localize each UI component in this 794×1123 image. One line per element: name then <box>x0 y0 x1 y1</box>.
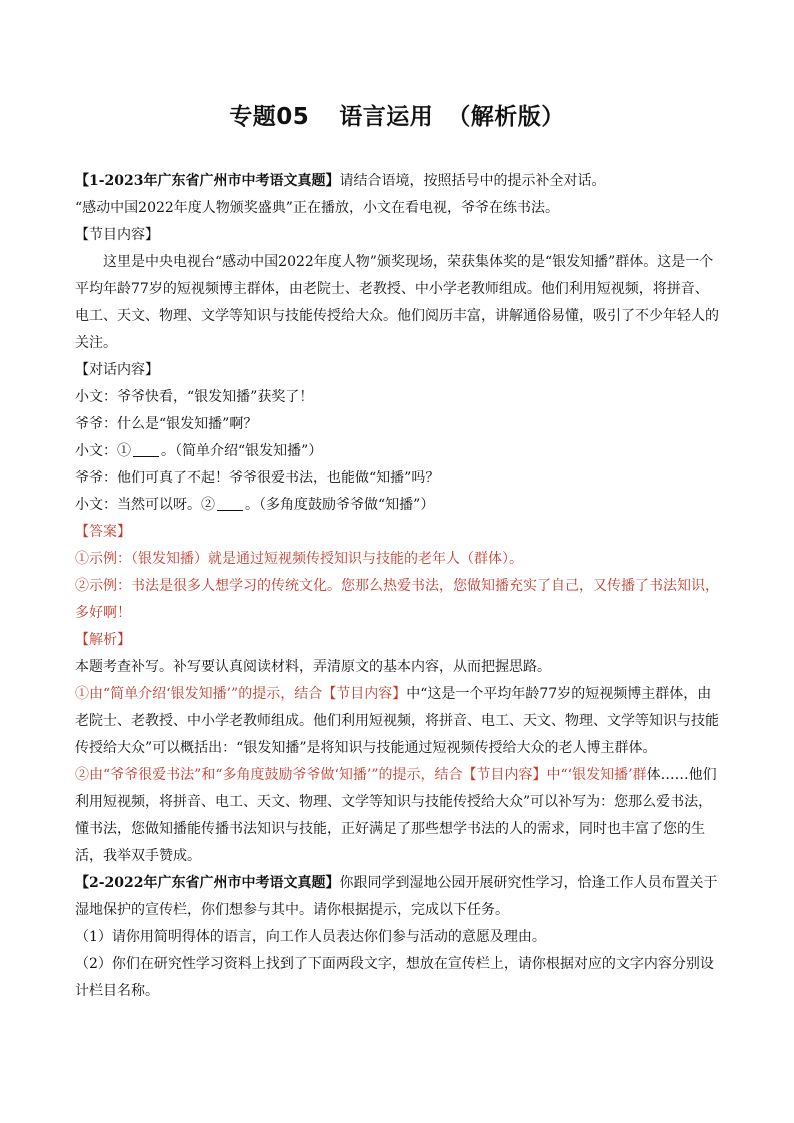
analysis-intro: 本题考查补写。补写要认真阅读材料，弄清原文的基本内容，从而把握思路。 <box>75 659 551 675</box>
answer-blank-1 <box>133 442 159 457</box>
dialog-line-5-start: 小文：当然可以呀。② <box>75 497 215 513</box>
analysis-2-hint: ②由“爷爷很爱书法”和“多角度鼓励爷爷做‘知播’”的提示，结合【节目内容】中“‘银发知播’群 <box>75 767 647 783</box>
dialog-line-2: 爷爷：什么是“银发知播”啊？ <box>75 416 258 432</box>
title-topic: 专题05 <box>229 104 310 130</box>
analysis-1 <box>75 681 721 762</box>
q2-prompt-line <box>75 870 721 924</box>
q1-intro: “感动中国2022年度人物颁奖盛典”正在播放，小文在看电视，爷爷在练书法。 <box>75 200 559 216</box>
dialog-line-3 <box>75 438 721 465</box>
dialog-header: 【对话内容】 <box>75 362 159 378</box>
q2-source: 【2-2022年广东省广州市中考语文真题】 <box>75 875 340 891</box>
analysis-header: 【解析】 <box>75 632 131 648</box>
q1-source: 【1-2023年广东省广州市中考语文真题】 <box>75 173 340 189</box>
dialog-line-5 <box>75 492 721 519</box>
answer-1: ①示例：（银发知播）就是通过短视频传授知识与技能的老年人（群体）。 <box>75 551 523 567</box>
q2-task-2: （2）你们在研究性学习资料上找到了下面两段文字，想放在宣传栏上，请你根据对应的文字内容分别设计栏目名称。 <box>75 956 714 999</box>
q2-prompt: 你跟同学到湿地公园开展研究性学习，恰逢工作人员布置关于湿地保护的宣传栏，你们想参与其中。请你根据提示，完成以下任务。 <box>75 875 718 918</box>
analysis-2 <box>75 762 721 870</box>
title-subject: 语言运用 <box>339 104 434 130</box>
answer-blank-2 <box>217 496 243 511</box>
title-version: （解析版） <box>447 104 565 130</box>
q1-prompt-line <box>75 168 721 195</box>
page-title <box>0 98 794 131</box>
dialog-line-1: 小文：爷爷快看，“银发知播”获奖了！ <box>75 389 314 405</box>
dialog-line-4: 爷爷：他们可真了不起！爷爷很爱书法，也能做“知播”吗？ <box>75 470 440 486</box>
answer-2: ②示例：书法是很多人想学习的传统文化。您那么热爱书法，您做知播充实了自己，又传播了书法知识，多好啊！ <box>75 578 719 621</box>
dialog-line-5-end: 。（多角度鼓励爷爷做“知播”） <box>245 497 435 513</box>
q2-task-1: （1）请你用简明得体的语言，向工作人员表达你们参与活动的意愿及理由。 <box>75 929 546 945</box>
analysis-2-body: 体……他们利用短视频，将拼音、电工、天文、物理、文学等知识与技能传授给大众”可以补写为：您那么爱书法，懂书法，您做知播能传播书法知识与技能，正好满足了那些想学书法的人的需求，同时也丰富了您的生活，我举双手赞成。 <box>75 767 717 864</box>
q1-prompt: 请结合语境，按照括号中的提示补全对话。 <box>339 173 606 189</box>
program-text: 这里是中央电视台“感动中国2022年度人物”颁奖现场，荣获集体奖的是“银发知播”群体。这是一个平均年龄77岁的短视频博主群体，由老院士、老教授、中小学老教师组成。他们利用短视频，将拼音、电工、天文、物理、文学等知识与技能传授给大众。他们阅历丰富，讲解通俗易懂，吸引了不少年轻人的关注。 <box>75 254 719 351</box>
dialog-line-3-start: 小文：① <box>75 443 131 459</box>
analysis-1-body: 中“这是一个平均年龄77岁的短视频博主群体，由老院士、老教授、中小学老教师组成。他们利用短视频，将拼音、电工、天文、物理、文学等知识与技能传授给大众”可以概括出：“银发知播”是将知识与技能通过短视频传授给大众的老人博主群体。 <box>75 686 719 756</box>
answer-header: 【答案】 <box>75 524 131 540</box>
dialog-line-3-end: 。（简单介绍“银发知播”） <box>161 443 323 459</box>
analysis-1-hint: ①由“简单介绍‘银发知播’”的提示，结合【节目内容】 <box>75 686 407 702</box>
document-body <box>75 168 721 1005</box>
program-header: 【节目内容】 <box>75 227 159 243</box>
